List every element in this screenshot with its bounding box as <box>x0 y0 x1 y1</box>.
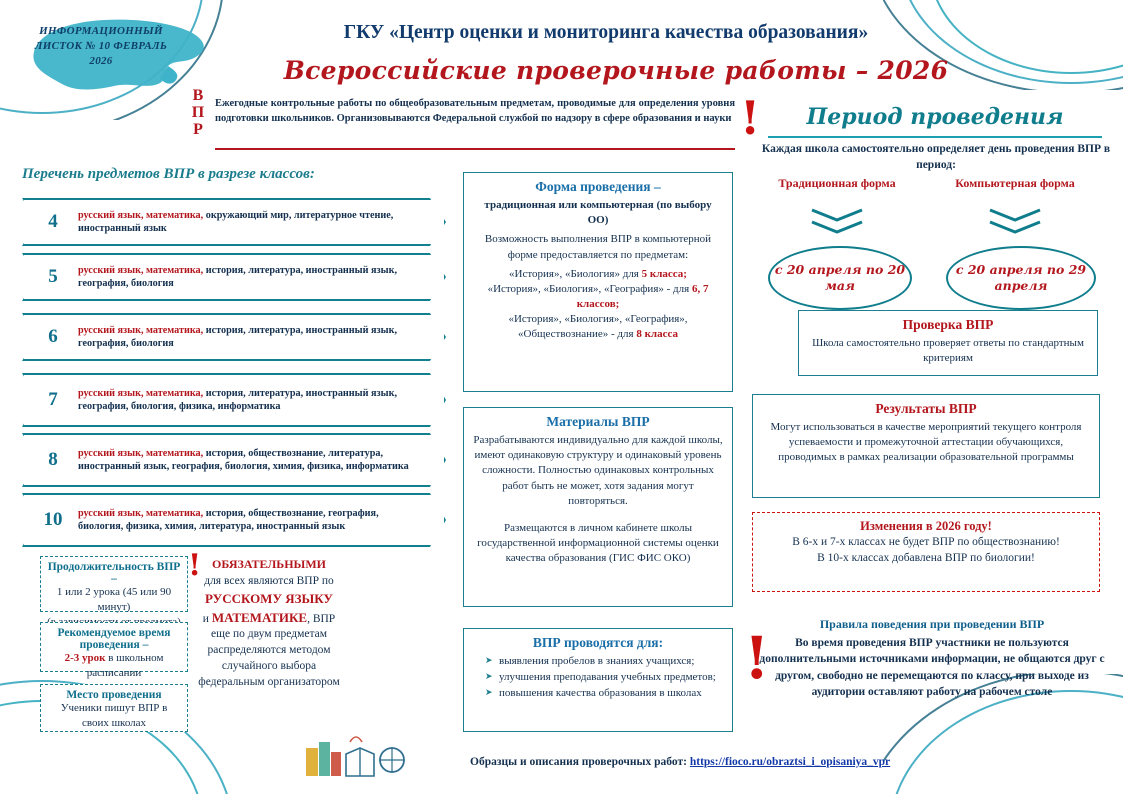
footer-label: Образцы и описания проверочных работ: <box>470 756 687 768</box>
traditional-dates-badge: с 20 апреля по 20 мая <box>768 246 912 310</box>
form-box <box>463 172 733 392</box>
intro-divider <box>215 148 735 150</box>
changes-line-1: В 6-х и 7-х классах не будет ВПР по обществознанию! <box>792 536 1060 548</box>
vpr-vertical-label: В П Р <box>191 87 205 138</box>
materials-box <box>463 407 733 607</box>
form-box-p1: Возможность выполнения ВПР в компьютерной форме предоставляется по предметам: <box>484 233 712 261</box>
grade-subjects: русский язык, математика, история, обществознание, география, биология, физика, химия, литература, иностранный язык <box>78 507 379 532</box>
form-box-sub: традиционная или компьютерная (по выбору ОО) <box>484 199 712 227</box>
computer-dates-badge: с 20 апреля по 29 апреля <box>946 246 1096 310</box>
grade-number: 10 <box>43 509 63 530</box>
check-head: Проверка ВПР <box>902 317 994 332</box>
period-underline <box>768 136 1102 138</box>
books-icon <box>300 718 420 784</box>
grade-subjects: русский язык, математика, история, обществознание, литература, иностранный язык, география, биология, химия, физика, информатика <box>78 447 409 472</box>
changes-line-2: В 10-х классах добавлена ВПР по биологии! <box>817 552 1035 565</box>
duration-box <box>40 556 188 612</box>
issue-label: ИНФОРМАЦИОННЫЙ ЛИСТОК № 10 ФЕВРАЛЬ 2026 <box>34 25 168 67</box>
traditional-form-head: Традиционная форма <box>778 176 896 190</box>
results-head: Результаты ВПР <box>875 401 977 416</box>
purpose-box <box>463 628 733 732</box>
grade-row-10 <box>22 493 446 547</box>
duration-head: Продолжительность ВПР – <box>47 561 181 585</box>
recommended-body: 2-3 урок в школьном расписании <box>64 652 164 679</box>
subjects-list-title: Перечень предметов ВПР в разрезе классов: <box>22 166 315 182</box>
recommended-time-box <box>40 622 188 679</box>
exclamation-icon-obligatory: ! <box>188 548 202 583</box>
grade-number: 5 <box>48 266 58 287</box>
rules-text <box>752 616 1112 700</box>
organization-title: ГКУ «Центр оценки и мониторинга качества образования» <box>343 22 869 43</box>
rules-head: Правила поведения при проведении ВПР <box>819 617 1045 631</box>
place-head: Место проведения <box>66 689 162 701</box>
form-box-l1: «История», «Биология» для 5 класса; <box>509 267 687 280</box>
results-box <box>752 394 1100 498</box>
computer-form-head: Компьютерная форма <box>955 176 1075 190</box>
grade-number: 6 <box>48 326 58 347</box>
samples-link[interactable]: https://fioco.ru/obraztsi_i_opisaniya_vpr <box>689 756 891 768</box>
materials-head: Материалы ВПР <box>546 414 650 429</box>
chevron-down-icon-traditional <box>802 208 872 242</box>
changes-box <box>752 512 1100 592</box>
list-item: ➤ выявления пробелов в знаниях учащихся; <box>487 654 723 669</box>
place-body: Ученики пишут ВПР в своих школах <box>60 702 168 729</box>
grade-subjects: русский язык, математика, история, литература, иностранный язык, география, биология <box>78 324 397 349</box>
footer <box>470 756 1100 768</box>
place-box <box>40 684 188 732</box>
page-title: Всероссийские проверочные работы – 2026 <box>283 56 949 85</box>
materials-p2: Размещаются в личном кабинете школы государственной информационной системы оценки качества образования (ГИС ФИС ОКО) <box>477 521 719 565</box>
form-box-head: Форма проведения – <box>535 179 661 194</box>
grade-row-5 <box>22 253 446 301</box>
grade-subjects: русский язык, математика, история, литература, иностранный язык, география, биология <box>78 264 397 289</box>
check-box <box>798 310 1098 376</box>
period-subtitle: Каждая школа самостоятельно определяет день проведения ВПР в период: <box>761 143 1111 171</box>
list-item: ➤ повышения качества образования в школах <box>487 686 723 701</box>
results-body: Могут использоваться в качестве мероприятий текущего контроля успеваемости и промежуточной аттестации обучающихся, проводимых в рамках реализации образовательной программы <box>770 421 1082 464</box>
grade-row-4 <box>22 198 446 246</box>
grade-row-7 <box>22 373 446 427</box>
recommended-head: Рекомендуемое время проведения – <box>57 627 171 651</box>
materials-p1: Разрабатываются индивидуально для каждой школы, имеют одинаковую структуру и одинаковый уровень сложности. Полностью одинаковых контрольных работ быть не может, хотя задания могут повторяться. <box>473 434 723 507</box>
check-body: Школа самостоятельно проверяет ответы по стандартным критериям <box>812 337 1084 365</box>
purpose-head: ВПР проводятся для: <box>532 635 664 650</box>
grade-number: 8 <box>48 449 58 470</box>
form-box-l2: «История», «Биология», «География» - для 6, 7 классов; <box>487 282 709 311</box>
chevron-down-icon-computer <box>980 208 1050 242</box>
intro-text: Ежегодные контрольные работы по общеобразовательным предметам, проводимые для определения уровня подготовки школьников. Организовываются Федеральной службой по надзору в сфере образования и науки <box>215 98 735 125</box>
form-box-l3: «История», «Биология», «География», «Обществознание» - для 8 класса <box>508 313 688 341</box>
grade-row-8 <box>22 433 446 487</box>
changes-head: Изменения в 2026 году! <box>860 519 992 533</box>
obligatory-text: ОБЯЗАТЕЛЬНЫМИ для всех являются ВПР по РУССКОМУ ЯЗЫКУ и МАТЕМАТИКЕ, ВПР еще по двум предметам распределяются методом случайного выбора федеральным организатором <box>198 557 340 689</box>
grade-number: 4 <box>48 211 58 232</box>
grade-number: 7 <box>48 389 58 410</box>
period-title: Период проведения <box>806 104 1064 130</box>
grade-subjects: русский язык, математика, история, литература, иностранный язык, география, биология, физика, информатика <box>78 387 397 412</box>
duration-body: 1 или 2 урока (45 или 90 минут) <box>56 586 172 613</box>
purpose-list <box>487 654 723 701</box>
list-item: ➤ улучшения преподавания учебных предметов; <box>487 670 723 685</box>
rules-body: Во время проведения ВПР участники не пользуются дополнительными источниками информации, не общаются друг с другом, свободно не перемещаются по классу, при выходе из аудитории оставляют работу на рабочем столе <box>759 637 1105 699</box>
exclamation-icon-rules: ! <box>744 624 770 692</box>
grade-row-6 <box>22 313 446 361</box>
exclamation-icon-top: ! <box>740 91 761 145</box>
grade-subjects: русский язык, математика, окружающий мир, литературное чтение, иностранный язык <box>78 209 394 234</box>
